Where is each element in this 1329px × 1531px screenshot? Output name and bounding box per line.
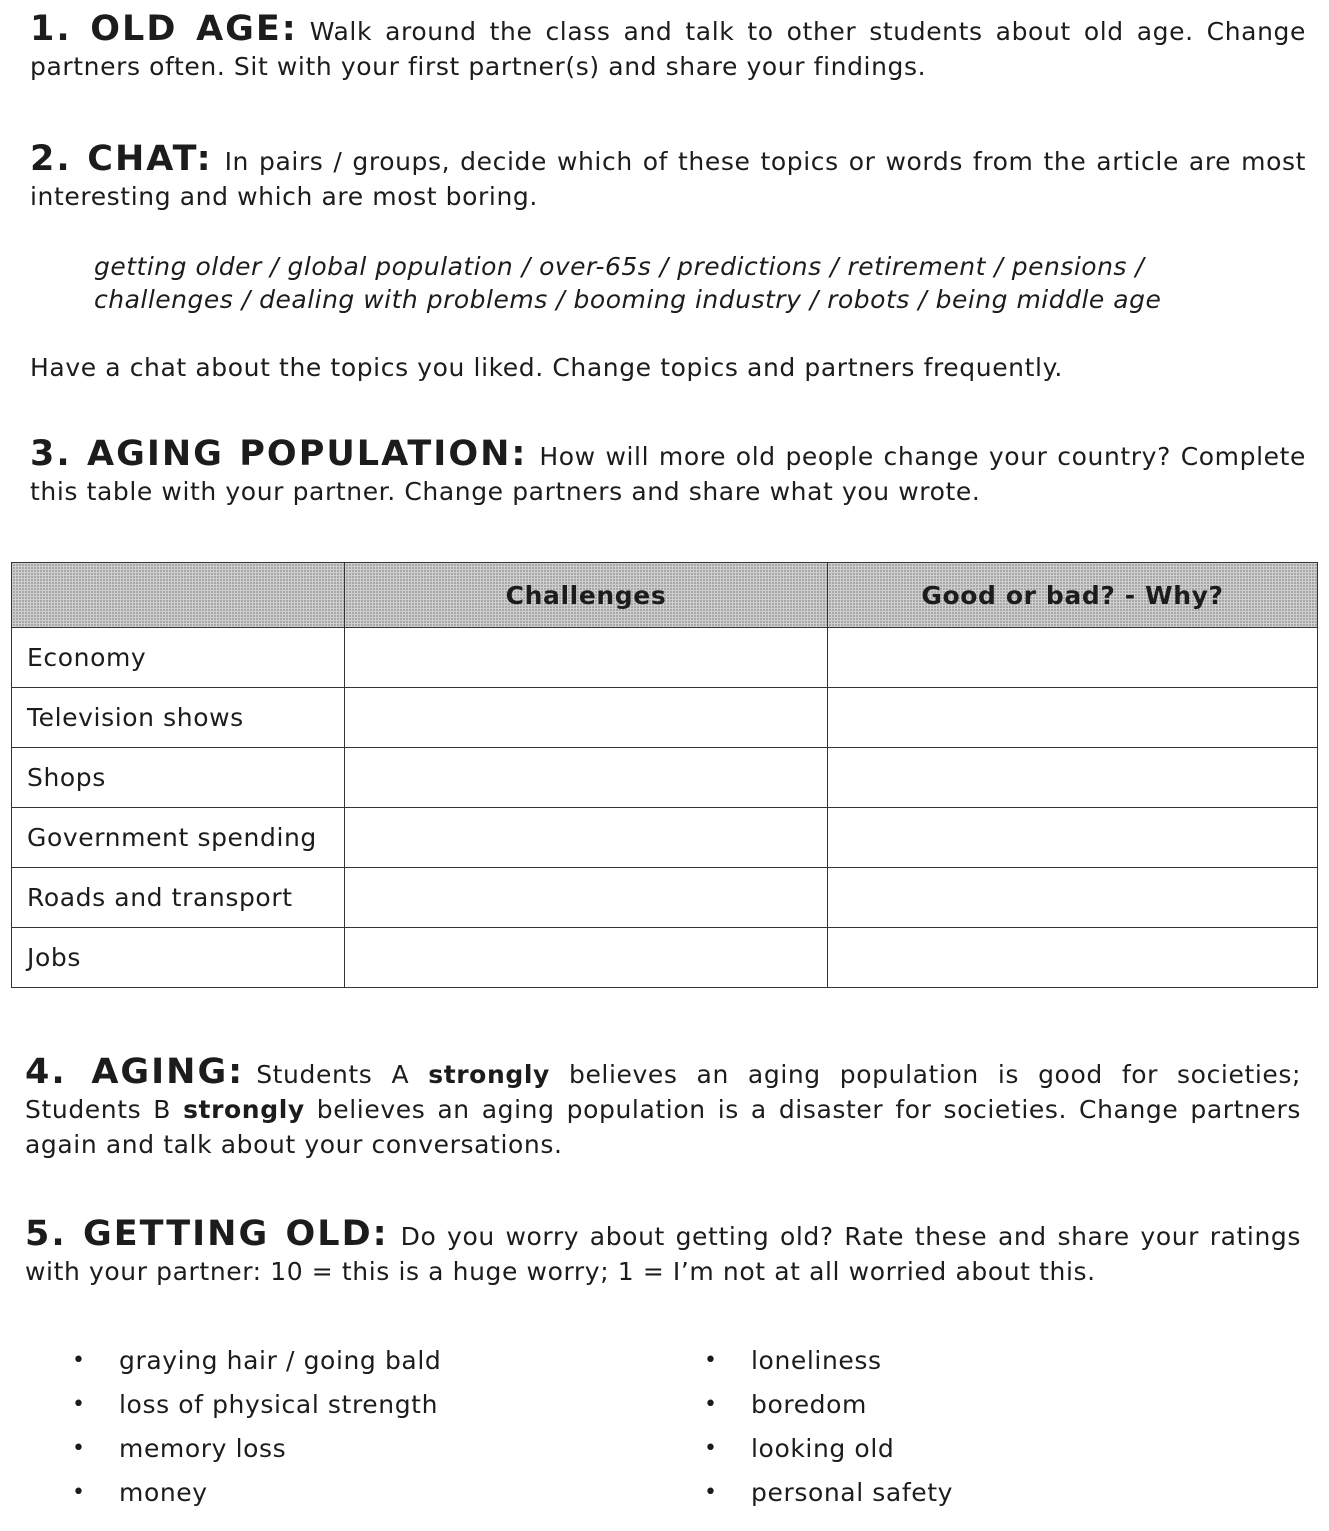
row-label: Economy: [12, 628, 345, 688]
blank-cell[interactable]: [828, 628, 1318, 688]
section-text: Students A: [256, 1060, 410, 1089]
section-aging-paragraph: [25, 1052, 1302, 1162]
list-item: • money: [72, 1471, 441, 1515]
section-text: believes an aging population is good for societies; Students B: [25, 1060, 1302, 1124]
table-header-cell: Good or bad? - Why?: [828, 563, 1318, 628]
blank-cell[interactable]: [828, 748, 1318, 808]
topic-word-list: [94, 250, 1294, 316]
blank-cell[interactable]: [345, 748, 828, 808]
list-item: • memory loss: [72, 1427, 441, 1471]
blank-cell[interactable]: [345, 628, 828, 688]
list-item: • boredom: [704, 1383, 953, 1427]
row-label: Shops: [12, 748, 345, 808]
list-item: • graying hair / going bald: [72, 1339, 441, 1383]
section-heading: 5. GETTING OLD:: [25, 1214, 389, 1254]
worry-list-right: [704, 1339, 953, 1515]
table-header-cell: Challenges: [345, 563, 828, 628]
section-chat: [30, 139, 1306, 214]
row-label: Jobs: [12, 928, 345, 988]
table-row: [12, 748, 1318, 808]
blank-cell[interactable]: [345, 688, 828, 748]
emphasis-strongly: strongly: [183, 1095, 305, 1124]
table-row: [12, 628, 1318, 688]
section-heading: 3. AGING POPULATION:: [30, 434, 528, 474]
blank-cell[interactable]: [345, 868, 828, 928]
table-row: [12, 808, 1318, 868]
blank-cell[interactable]: [345, 928, 828, 988]
section-heading: 4. AGING:: [25, 1052, 245, 1092]
section-old-age: [30, 9, 1306, 84]
row-label: Television shows: [12, 688, 345, 748]
table-row: [12, 928, 1318, 988]
table-header-row: [12, 563, 1318, 628]
emphasis-strongly: strongly: [428, 1060, 550, 1089]
section-heading: 2. CHAT:: [30, 139, 213, 179]
chat-followup: [30, 350, 1306, 385]
worry-list-left: [72, 1339, 441, 1515]
blank-cell[interactable]: [828, 928, 1318, 988]
section-text: believes an aging population is a disaster for societies. Change partners again and talk about your conversations.: [25, 1095, 1301, 1159]
list-item: • loneliness: [704, 1339, 953, 1383]
topic-words-line: getting older / global population / over-65s / predictions / retirement / pensions /: [94, 252, 1145, 281]
table-row: [12, 868, 1318, 928]
section-heading: 1. OLD AGE:: [30, 9, 298, 49]
blank-cell[interactable]: [345, 808, 828, 868]
section-aging-population: [30, 434, 1306, 509]
list-item: • looking old: [704, 1427, 953, 1471]
aging-population-table: [11, 562, 1318, 988]
section-text: Do you worry about getting old? Rate these and share your ratings with your partner: 10 = this is a huge worry; 1 = I’m not at all worried about this.: [25, 1222, 1302, 1286]
section-getting-old-paragraph: [25, 1214, 1302, 1289]
blank-cell[interactable]: [828, 808, 1318, 868]
row-label: Government spending: [12, 808, 345, 868]
section-old-age-paragraph: [30, 9, 1306, 84]
list-item: • loss of physical strength: [72, 1383, 441, 1427]
blank-cell[interactable]: [828, 868, 1318, 928]
section-aging-population-paragraph: [30, 434, 1306, 509]
section-getting-old: [25, 1214, 1302, 1289]
section-text: In pairs / groups, decide which of these topics or words from the article are most interesting and which are most boring.: [30, 147, 1306, 211]
list-item: • personal safety: [704, 1471, 953, 1515]
row-label: Roads and transport: [12, 868, 345, 928]
section-text: Walk around the class and talk to other students about old age. Change partners often. Sit with your first partner(s) and share your findings.: [30, 17, 1306, 81]
topic-words-line: challenges / dealing with problems / booming industry / robots / being middle age: [94, 285, 1162, 314]
section-text: How will more old people change your country? Complete this table with your partner. Change partners and share what you wrote.: [30, 442, 1306, 506]
section-aging: [25, 1052, 1302, 1162]
blank-cell[interactable]: [828, 688, 1318, 748]
section-chat-paragraph: [30, 139, 1306, 214]
table-row: [12, 688, 1318, 748]
table-header-cell: [12, 563, 345, 628]
chat-followup-text: Have a chat about the topics you liked. Change topics and partners frequently.: [30, 353, 1063, 382]
